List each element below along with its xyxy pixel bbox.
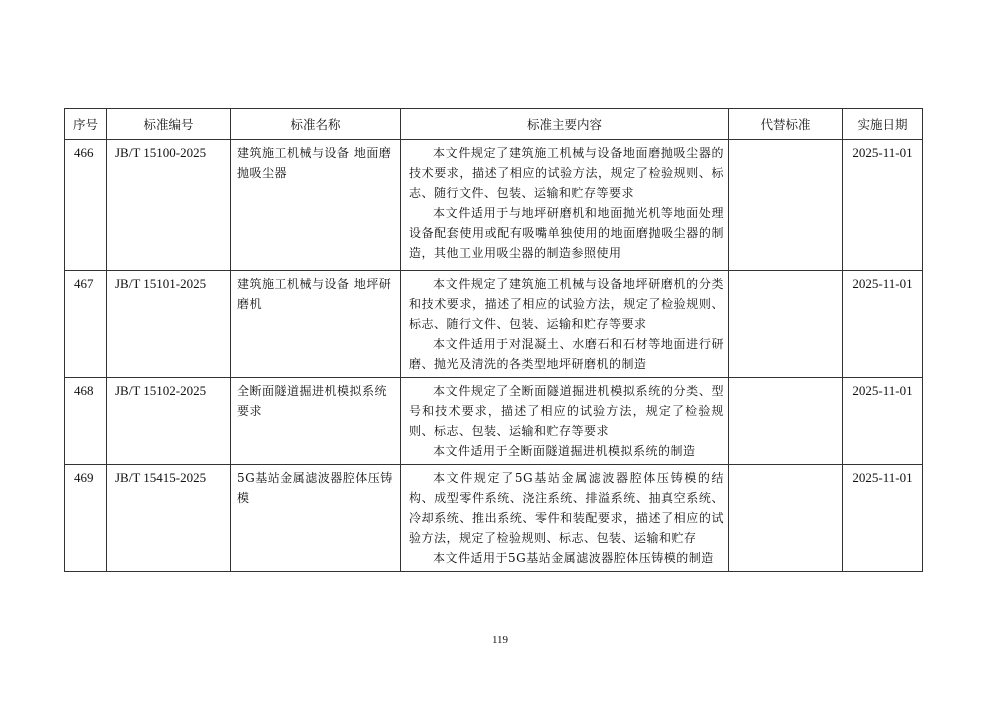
row-number: 469 [65, 465, 107, 572]
header-replace: 代替标准 [729, 109, 843, 140]
content-paragraph: 本文件规定了建筑施工机械与设备地坪研磨机的分类和技术要求，描述了相应的试验方法，规定了检验规则、标志、随行文件、包装、运输和贮存等要求 [409, 277, 724, 331]
header-no: 序号 [65, 109, 107, 140]
standard-code: JB/T 15415-2025 [107, 465, 231, 572]
standard-content [401, 465, 729, 572]
header-code: 标准编号 [107, 109, 231, 140]
standard-code: JB/T 15102-2025 [107, 378, 231, 465]
replaced-standard [729, 378, 843, 465]
effective-date: 2025-11-01 [843, 140, 923, 271]
content-paragraph: 本文件适用于与地坪研磨机和地面抛光机等地面处理设备配套使用或配有吸嘴单独使用的地面磨抛吸尘器的制造，其他工业用吸尘器的制造参照使用 [409, 206, 724, 260]
standard-code: JB/T 15100-2025 [107, 140, 231, 271]
content-paragraph: 本文件适用于5G基站金属滤波器腔体压铸模的制造 [433, 551, 714, 565]
header-row [65, 109, 923, 140]
row-number: 466 [65, 140, 107, 271]
standard-code: JB/T 15101-2025 [107, 271, 231, 378]
standard-name: 建筑施工机械与设备 地坪研磨机 [231, 271, 401, 378]
standard-content [401, 378, 729, 465]
table-row [65, 378, 923, 465]
row-number: 468 [65, 378, 107, 465]
standard-content [401, 271, 729, 378]
content-paragraph: 本文件适用于对混凝土、水磨石和石材等地面进行研磨、抛光及清洗的各类型地坪研磨机的制造 [409, 337, 724, 371]
standards-table [64, 108, 923, 572]
effective-date: 2025-11-01 [843, 465, 923, 572]
table-row [65, 271, 923, 378]
effective-date: 2025-11-01 [843, 271, 923, 378]
content-paragraph: 本文件适用于全断面隧道掘进机模拟系统的制造 [433, 444, 696, 458]
standard-name: 建筑施工机械与设备 地面磨抛吸尘器 [231, 140, 401, 271]
standard-content [401, 140, 729, 271]
standard-name: 全断面隧道掘进机模拟系统要求 [231, 378, 401, 465]
table-row [65, 465, 923, 572]
standard-name: 5G基站金属滤波器腔体压铸模 [231, 465, 401, 572]
content-paragraph: 本文件规定了建筑施工机械与设备地面磨抛吸尘器的技术要求，描述了相应的试验方法，规定了检验规则、标志、随行文件、包装、运输和贮存等要求 [409, 146, 724, 200]
header-name: 标准名称 [231, 109, 401, 140]
table-row [65, 140, 923, 271]
replaced-standard [729, 140, 843, 271]
replaced-standard [729, 465, 843, 572]
header-date: 实施日期 [843, 109, 923, 140]
effective-date: 2025-11-01 [843, 378, 923, 465]
header-content: 标准主要内容 [401, 109, 729, 140]
row-number: 467 [65, 271, 107, 378]
content-paragraph: 本文件规定了全断面隧道掘进机模拟系统的分类、型号和技术要求，描述了相应的试验方法，规定了检验规则、标志、包装、运输和贮存等要求 [409, 384, 724, 438]
replaced-standard [729, 271, 843, 378]
content-paragraph: 本文件规定了5G基站金属滤波器腔体压铸模的结构、成型零件系统、浇注系统、排溢系统、抽真空系统、冷却系统、推出系统、零件和装配要求，描述了相应的试验方法，规定了检验规则、标志、包装、运输和贮存 [409, 471, 724, 545]
page-number: 119 [491, 634, 509, 646]
